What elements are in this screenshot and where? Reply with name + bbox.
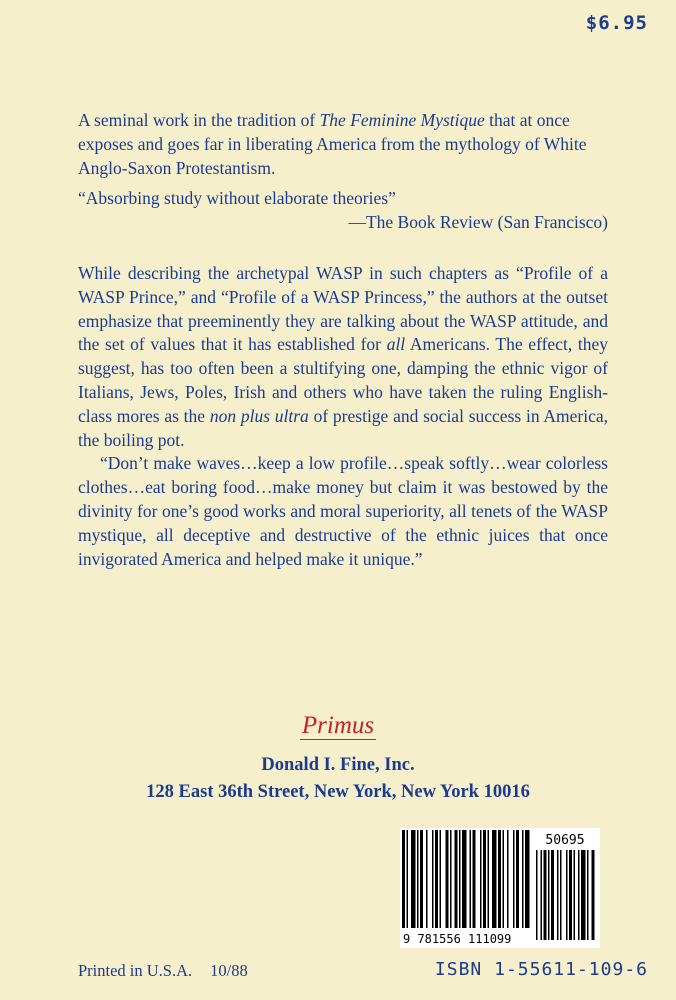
printed-label: Printed in U.S.A. [78, 961, 193, 980]
barcode-addon-bar [557, 850, 559, 940]
blurb [78, 108, 608, 180]
barcode-addon-bar [551, 850, 554, 940]
barcode-bar [492, 830, 497, 928]
barcode-bar [498, 830, 501, 928]
barcode-bar [462, 830, 467, 928]
barcode-bar [417, 830, 419, 928]
barcode-addon-bar [581, 850, 586, 940]
price-label: $6.95 [585, 12, 648, 34]
barcode-bar [407, 830, 409, 928]
publisher-address: 128 East 36th Street, New York, New York 10016 [146, 782, 530, 802]
barcode-ean-digits: 9 781556 111099 [403, 932, 512, 946]
barcode-addon-bar [536, 850, 538, 940]
barcode-graphic [400, 828, 600, 948]
publisher-name: Donald I. Fine, Inc. [261, 755, 415, 775]
printed-line [78, 961, 248, 981]
review-quote [78, 186, 608, 234]
barcode-addon-bar [592, 850, 595, 940]
barcode-bar [513, 830, 515, 928]
barcode-bar [507, 830, 509, 928]
barcode-addon-bar [569, 850, 572, 940]
barcode [400, 828, 600, 948]
barcode-bar [525, 830, 530, 928]
barcode-bar [450, 830, 452, 928]
barcode-bar [488, 830, 490, 928]
barcode-bar [435, 830, 438, 928]
barcode-bar [411, 830, 416, 928]
description-paragraph-2: “Don’t make waves…keep a low profile…speak softly…wear colorless clothes…eat boring food…make money but claim it was bestowed by the divinity for one’s good works and moral superiority, all tenets of the WASP mystique, all deceptive and destructive of the ethnic juices that once invigorated America and helped make it unique.” [78, 453, 608, 569]
blurb-after: that at once exposes and goes far in liberating America from the mythology of White Anglo-Saxon Protestantism. [78, 110, 587, 178]
barcode-bar [402, 830, 405, 928]
barcode-bar [483, 830, 486, 928]
print-date: 10/88 [210, 961, 248, 980]
barcode-bar [426, 830, 428, 928]
isbn-label: ISBN 1-55611-109-6 [434, 959, 648, 980]
description [78, 262, 608, 571]
barcode-addon-bar [566, 850, 568, 940]
barcode-bar [522, 830, 524, 928]
publisher-logo: Primus [301, 712, 375, 739]
blurb-before: A seminal work in the tradition of [78, 110, 320, 130]
barcode-addon-bar [578, 850, 580, 940]
barcode-bar [432, 830, 434, 928]
barcode-bar [420, 830, 423, 928]
description-paragraph-1: While describing the archetypal WASP in such chapters as “Profile of a WASP Prince,” and “Profile of a WASP Princess,” the authors at the outset emphasize that preeminently they are talking about the WASP attitude, and the set of values that it has established for all Americans. The effect, they suggest, has too often been a stultifying one, damping the ethnic vigor of Italians, Jews, Poles, Irish and others who have taken the ruling English-class mores as the non plus ultra of prestige and social success in America, the boiling pot. [78, 263, 608, 450]
barcode-bar [440, 830, 442, 928]
barcode-bar [480, 830, 482, 928]
barcode-addon-bar [574, 850, 576, 940]
barcode-bar [446, 830, 449, 928]
barcode-bar [516, 830, 519, 928]
barcode-bar [459, 830, 461, 928]
barcode-bar [455, 830, 458, 928]
review-attribution: —The Book Review (San Francisco) [348, 212, 608, 232]
barcode-addon-digits: 50695 [545, 833, 585, 848]
barcode-addon-bar [548, 850, 550, 940]
barcode-bar [470, 830, 472, 928]
barcode-bar [473, 830, 476, 928]
barcode-addon-bar [587, 850, 589, 940]
barcode-bar [503, 830, 505, 928]
barcode-addon-bar [544, 850, 547, 940]
barcode-addon-bar [541, 850, 543, 940]
barcode-addon-bar [560, 850, 562, 940]
review-text: “Absorbing study without elaborate theories” [78, 188, 396, 208]
blurb-title: The Feminine Mystique [319, 110, 485, 130]
publisher-info [0, 752, 676, 806]
